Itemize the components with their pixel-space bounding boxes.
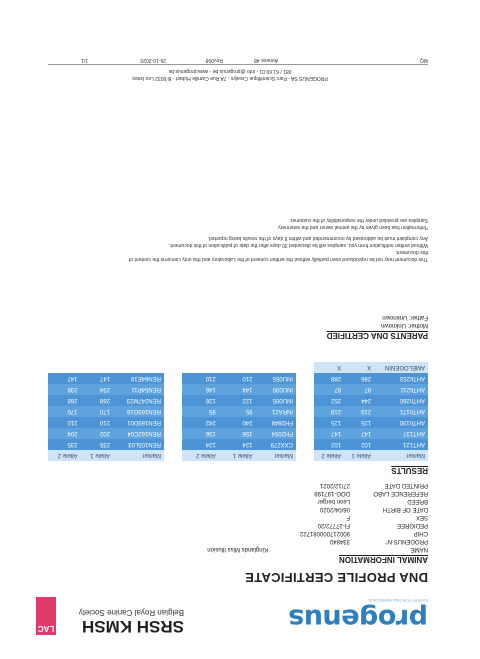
allele-cell: 210 [81, 417, 113, 428]
document-footer [48, 55, 428, 63]
table-row [182, 417, 296, 428]
allele-cell: 219 [344, 406, 374, 417]
progenus-logo [276, 598, 428, 634]
allele-cell: 219 [314, 406, 344, 417]
allele-cell: 234 [81, 384, 113, 395]
allele-cell: 147 [344, 428, 374, 439]
allele-cell: 202 [81, 428, 113, 439]
table-row [182, 384, 296, 395]
header-allele-2: Allele 2 [314, 450, 344, 461]
note-line: Without written notification from you, samples will be discarded 30 days after the date of publication of this document. [168, 242, 428, 248]
table-row [314, 406, 428, 417]
field-label: BREED [407, 498, 428, 504]
allele-cell: 146 [182, 384, 219, 395]
table-row [182, 373, 296, 384]
amelogenin-allele-2: X [314, 362, 344, 373]
marker-cell: INU055 [255, 373, 296, 384]
allele-cell: 147 [48, 373, 81, 384]
allele-cell: 122 [219, 395, 256, 406]
marker-cell: AHTk211 [374, 384, 428, 395]
allele-cell: 124 [182, 439, 219, 450]
table-row [182, 428, 296, 439]
allele-cell: 238 [48, 384, 81, 395]
field-label: PEDIGREE [396, 522, 428, 528]
allele-cell: 87 [344, 384, 374, 395]
allele-cell: 235 [48, 439, 81, 450]
note-line: Any complaint must be addressed by recommended and within 8 days of the results being reported. [207, 235, 428, 241]
marker-cell: CXX279 [255, 439, 296, 450]
header-allele-1: Allele 1 [81, 450, 113, 461]
note-line: this document. [395, 249, 428, 255]
header-allele-2: Allele 2 [182, 450, 219, 461]
table-header-row [48, 450, 164, 461]
marker-cell: FH2848 [255, 417, 296, 428]
field-value: 06/04/2020 [319, 506, 350, 512]
marker-cell: AHTh171 [374, 406, 428, 417]
revision-label: Rev008 [205, 57, 223, 63]
allele-cell: 170 [48, 406, 81, 417]
allele-cell: 87 [314, 384, 344, 395]
field-label: SEX [415, 514, 428, 520]
allele-cell: 126 [182, 395, 219, 406]
table-row [314, 373, 428, 384]
marker-cell: FH2054 [255, 428, 296, 439]
allele-cell: 95 [182, 406, 219, 417]
allele-cell: 210 [182, 373, 219, 384]
field-label: DATE OF BIRTH [382, 506, 428, 512]
table-row [314, 439, 428, 450]
results-heading: RESULTS [391, 466, 428, 475]
field-value: 900217000081722 [299, 530, 350, 536]
results-table-1 [314, 362, 428, 461]
marker-cell: AHTh260 [374, 395, 428, 406]
marker-cell: REN64E19 [113, 373, 164, 384]
father-info: Father: Unknown [382, 314, 428, 320]
allele-cell: 147 [81, 373, 113, 384]
table-row [182, 439, 296, 450]
page-number: 1/1 [81, 57, 88, 63]
allele-cell: 240 [219, 417, 256, 428]
allele-cell: 268 [48, 395, 81, 406]
parents-heading: PARENTS DNA CERTIFIED [326, 331, 428, 340]
table-header-row [182, 450, 296, 461]
table-row [314, 384, 428, 395]
table-row [314, 395, 428, 406]
lac-badge: LAC [36, 597, 56, 635]
marker-cell: AHT121 [374, 439, 428, 450]
annex-label: Annexe 48 [254, 57, 278, 63]
allele-cell: 288 [314, 373, 344, 384]
allele-cell: 156 [219, 428, 256, 439]
field-label: NAME [410, 546, 428, 552]
marker-cell: REN247M23 [113, 395, 164, 406]
field-value: F [346, 514, 350, 520]
animal-info-block [188, 481, 428, 553]
field-label: PRINTED DATE [384, 482, 428, 488]
table-row [314, 417, 428, 428]
table-row [182, 406, 296, 417]
allele-cell: 170 [81, 406, 113, 417]
allele-cell: 210 [219, 373, 256, 384]
table-row [48, 417, 164, 428]
contact-line: 081 / 61.69.01 - info @progenus.be - www.progenus.be [168, 68, 292, 74]
field-value: 334840 [329, 538, 350, 544]
allele-cell: 124 [219, 439, 256, 450]
allele-cell: 144 [219, 384, 256, 395]
company-address [130, 67, 330, 81]
progenus-logo-text: progenus [288, 603, 428, 634]
header-marker: Marker [113, 450, 164, 461]
table-row [48, 439, 164, 450]
field-value: 27/12/2021 [319, 482, 350, 488]
company-line: PROGENUS SA - Parc Scientifique Crealys - 7A Rue Camille Hubert - B-5032 Les Isnes [132, 75, 328, 81]
srsh-logo-text: SRSH KMSH [81, 617, 184, 636]
certificate-title: DNA PROFILE CERTIFICATE [244, 570, 428, 585]
marker-cell: INU005 [255, 395, 296, 406]
mother-info: Mother: Unknown [380, 322, 428, 328]
note-line: *Information has been given by the animal owner and the veterinary. [277, 224, 428, 230]
marker-cell: AHTk253 [374, 373, 428, 384]
allele-cell: 242 [182, 417, 219, 428]
results-table-2 [182, 373, 296, 461]
note-line: This document may not be reproduced even partially without the written consent of the Laboratory and this only concerns the content of [128, 256, 428, 262]
marker-cell: REN105L03 [113, 439, 164, 450]
header-allele-1: Allele 1 [219, 450, 256, 461]
header-marker: Marker [255, 450, 296, 461]
field-value: FI-27772/20 [317, 522, 350, 528]
marker-cell: REN169D01 [113, 417, 164, 428]
society-name: Belgian Royal Canine Society [78, 608, 184, 617]
document-date: 26-10-2020 [140, 57, 166, 63]
note-line: Samples are provided under the responsibility of the customer. [289, 217, 428, 223]
allele-cell: 268 [81, 395, 113, 406]
allele-cell: 244 [344, 395, 374, 406]
footer-divider [48, 64, 428, 65]
allele-cell: 147 [314, 428, 344, 439]
table-row [48, 384, 164, 395]
table-row [48, 406, 164, 417]
field-value: Leon berger [317, 498, 350, 504]
field-label: PROGENUS N° [385, 538, 428, 544]
allele-cell: 95 [219, 406, 256, 417]
marker-cell: INRA21 [255, 406, 296, 417]
marker-cell: REN54P11 [113, 384, 164, 395]
marker-cell: REN162C04 [113, 428, 164, 439]
allele-cell: 235 [81, 439, 113, 450]
allele-cell: 210 [48, 417, 81, 428]
table-row [314, 428, 428, 439]
table-row [48, 373, 164, 384]
progenus-tagline: EXPERT FOR DNA PARENTAGE [368, 598, 428, 603]
allele-cell: 102 [314, 439, 344, 450]
animal-info-heading: ANIMAL INFORMATION [338, 555, 428, 564]
allele-cell: 102 [344, 439, 374, 450]
allele-cell: 286 [344, 373, 374, 384]
field-label: CHIP [413, 530, 428, 536]
legal-notes [48, 216, 428, 262]
amelogenin-row [314, 362, 428, 373]
table-row [182, 395, 296, 406]
header-marker: Marker [374, 450, 428, 461]
allele-cell: 125 [314, 417, 344, 428]
header-allele-1: Allele 1 [344, 450, 374, 461]
allele-cell: 252 [314, 395, 344, 406]
results-table-3 [48, 373, 164, 461]
animal-name-value: Kinglands Miss Illusion [207, 546, 268, 552]
marker-cell: AHTh130 [374, 417, 428, 428]
marker-cell: AHT137 [374, 428, 428, 439]
srsh-logo [36, 595, 184, 635]
marker-cell: REN169O18 [113, 406, 164, 417]
table-row [48, 395, 164, 406]
table-header-row [314, 450, 428, 461]
amelogenin-allele-1: X [344, 362, 374, 373]
doc-code: MQ [419, 57, 428, 63]
table-row [48, 428, 164, 439]
header-allele-2: Allele 2 [48, 450, 81, 461]
amelogenin-label: AMELOGENIN [374, 362, 428, 373]
allele-cell: 156 [182, 428, 219, 439]
field-label: REFERENCE LABO [373, 490, 428, 496]
allele-cell: 125 [344, 417, 374, 428]
allele-cell: 204 [48, 428, 81, 439]
marker-cell: INU030 [255, 384, 296, 395]
field-value: DOG-197198 [314, 490, 350, 496]
